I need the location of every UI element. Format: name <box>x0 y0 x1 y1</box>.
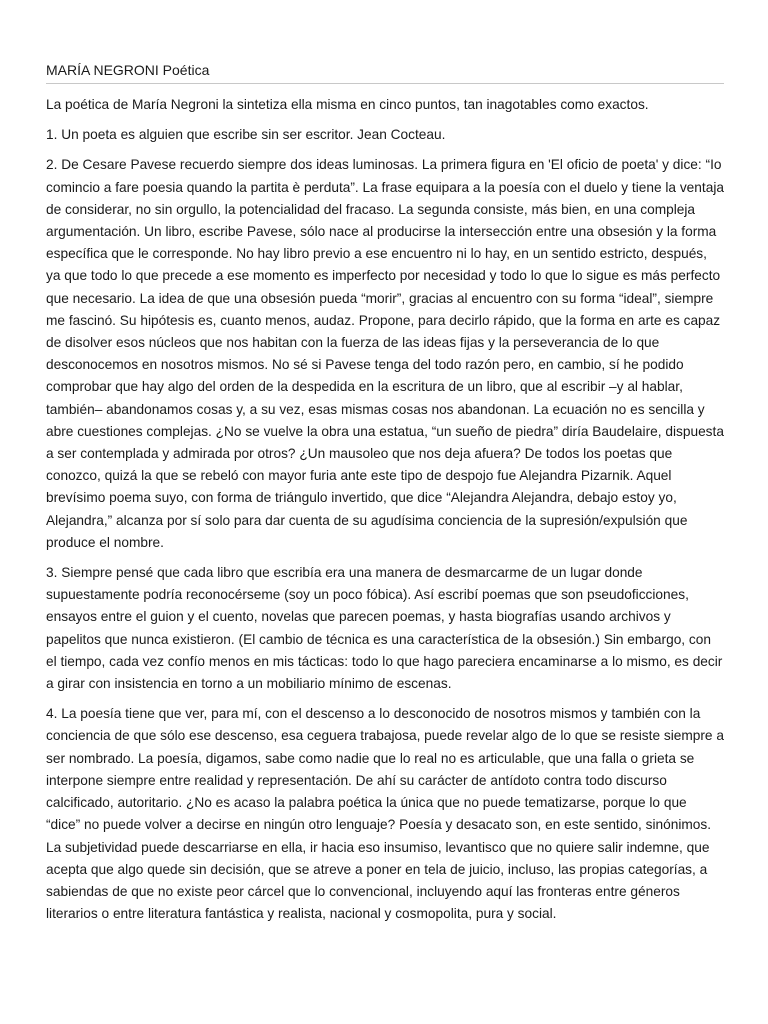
document-page <box>46 60 724 933</box>
point-1-paragraph: 1. Un poeta es alguien que escribe sin ser escritor. Jean Cocteau. <box>46 127 446 143</box>
intro-paragraph: La poética de María Negroni la sintetiza ella misma en cinco puntos, tan inagotables como exactos. <box>46 97 649 112</box>
point-2-paragraph: 2. De Cesare Pavese recuerdo siempre dos ideas luminosas. La primera figura en 'El oficio de poeta' y dice: “Io comincio a fare poesia quando la partita è perduta”. La frase equipara a la poesía con el duelo y tiene la ventaja de considerar, no sin orgullo, la potencialidad del fracaso. La segunda consiste, más bien, en una compleja argumentación. Un libro, escribe Pavese, sólo nace al producirse la intersección entre una obsesión y la forma específica que le corresponde. No hay libro previo a ese encuentro ni lo hay, en un sentido estricto, después, ya que todo lo que precede a ese momento es imperfecto por necesidad y todo lo que lo sigue es más perfecto que necesario. La idea de que una obsesión pueda “morir”, gracias al encuentro con su forma “ideal”, siempre me fascinó. Su hipótesis es, cuanto menos, audaz. Propone, para decirlo rápido, que la forma en arte es capaz de disolver esos núcleos que nos habitan con la fuerza de las ideas fijas y la perseverancia de lo que desconocemos en nosotros mismos. No sé si Pavese tenga del todo razón pero, en cambio, sí he podido comprobar que hay algo del orden de la despedida en la escritura de un libro, que al escribir –y al hablar, también– abandonamos cosas y, a su vez, esas mismas cosas nos abandonan. La ecuación no es sencilla y abre cuestiones complejas. ¿No se vuelve la obra una estatua, “un sueño de piedra” diría Baudelaire, dispuesta a ser contemplada y admirada por otros? ¿Un mausoleo que nos deja afuera? De todos los poetas que conozco, quizá la que se rebeló con mayor furia ante este tipo de despojo fue Alejandra Pizarnik. Aquel brevísimo poema suyo, con forma de triángulo invertido, que dice “Alejandra Alejandra, debajo estoy yo, Alejandra,” alcanza por sí solo para dar cuenta de su agudísima conciencia de la supresión/expulsión que produce el nombre. <box>46 157 724 550</box>
point-3-paragraph: 3. Siempre pensé que cada libro que escribía era una manera de desmarcarme de un lugar donde supuestamente podría reconocérseme (soy un poco fóbica). Así escribí poemas que son pseudoficciones, ensayos entre el guion y el cuento, novelas que parecen poemas, y hasta biografías usando archivos y papelitos que nunca existieron. (El cambio de técnica es una característica de la obsesión.) Sin embargo, con el tiempo, cada vez confío menos en mis tácticas: todo lo que hago pareciera encaminarse a lo mismo, es decir a girar con insistencia en torno a un mobiliario mínimo de escenas. <box>46 565 723 692</box>
title-divider <box>46 83 724 84</box>
point-4-paragraph: 4. La poesía tiene que ver, para mí, con el descenso a lo desconocido de nosotros mismos y también con la conciencia de que sólo ese descenso, esa ceguera trabajosa, puede revelar algo de lo que se resiste siempre a ser nombrado. La poesía, digamos, sabe como nadie que lo real no es articulable, que una falla o grieta se interpone siempre entre realidad y representación. De ahí su carácter de antídoto contra todo discurso calcificado, autoritario. ¿No es acaso la palabra poética la única que no puede tematizarse, porque lo que “dice” no puede volver a decirse en ningún otro lenguaje? Poesía y desacato son, en este sentido, sinónimos. La subjetividad puede descarriarse en ella, ir hacia eso insumiso, levantisco que no quiere salir indemne, que acepta que algo quede sin decisión, que se atreve a poner en tela de juicio, incluso, las propias categorías, a sabiendas de que no existe peor cárcel que lo convencional, incluyendo aquí las fronteras entre géneros literarios o entre literatura fantástica y realista, nacional y cosmopolita, pura y social. <box>46 706 724 922</box>
document-title: MARÍA NEGRONI Poética <box>46 62 210 78</box>
